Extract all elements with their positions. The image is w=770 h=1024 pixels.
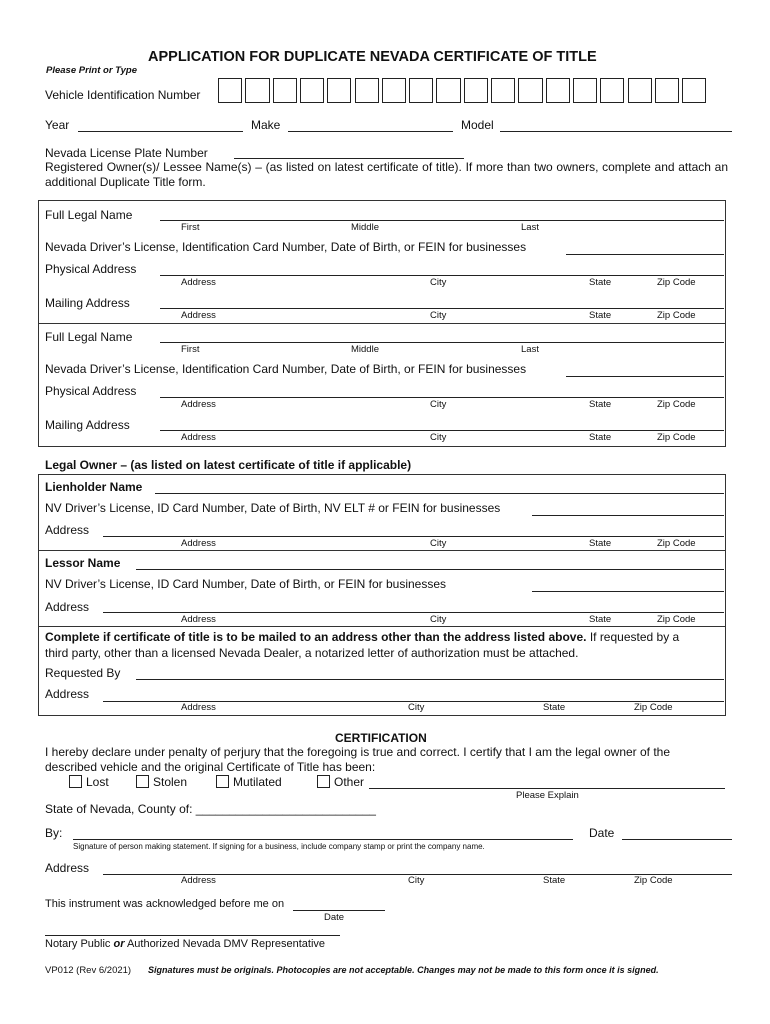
acknowledged-label: This instrument was acknowledged before me on <box>45 898 285 910</box>
owner-2-mailing-label: Mailing Address <box>45 418 130 432</box>
requested-by-field[interactable] <box>136 679 724 680</box>
vin-char-box[interactable] <box>218 78 242 103</box>
lessor-dl-label: NV Driver’s License, ID Card Number, Date of Birth, or FEIN for businesses <box>45 577 447 591</box>
signature-field[interactable] <box>73 839 573 840</box>
owner-1-mailing-field[interactable] <box>160 308 724 309</box>
mail-address-label: Address <box>45 687 90 701</box>
notary-label: Notary Public <box>45 938 111 950</box>
owner-1-name-field[interactable] <box>160 220 724 221</box>
lessor-address-field[interactable] <box>103 612 724 613</box>
vin-char-box[interactable] <box>436 78 460 103</box>
owner-1-dl-field[interactable] <box>566 254 724 255</box>
make-label: Make <box>251 118 281 132</box>
owner-1-name-label: Full Legal Name <box>45 208 133 222</box>
owner-1-mailing-city-caption: City <box>430 310 447 321</box>
owner-2-physical-field[interactable] <box>160 397 724 398</box>
other-checkbox[interactable] <box>317 775 330 788</box>
year-label: Year <box>45 118 70 132</box>
vin-char-box[interactable] <box>573 78 597 103</box>
mail-instruction-line1 <box>45 630 721 644</box>
vin-char-box[interactable] <box>491 78 515 103</box>
lien-address-label: Address <box>45 523 90 537</box>
owner-2-middle-caption: Middle <box>351 344 379 355</box>
owner-1-last-caption: Last <box>521 222 539 233</box>
other-label: Other <box>334 775 365 789</box>
vin-char-box[interactable] <box>518 78 542 103</box>
owners-instruction: Registered Owner(s)/ Lessee Name(s) – (as listed on latest certificate of title). If more than two owners, complete and attach an additional Duplicate Title form. <box>45 160 728 189</box>
owner-1-physical-zip-caption: Zip Code <box>657 277 696 288</box>
lien-divider <box>39 550 726 551</box>
plate-field[interactable] <box>234 158 464 159</box>
footer-notice: Signatures must be originals. Photocopies are not acceptable. Changes may not be made to this form once it is signed. <box>148 965 659 975</box>
model-label: Model <box>461 118 494 132</box>
owner-2-mailing-field[interactable] <box>160 430 724 431</box>
plate-label: Nevada License Plate Number <box>45 146 208 160</box>
owner-2-name-field[interactable] <box>160 342 724 343</box>
vin-char-box[interactable] <box>273 78 297 103</box>
lessor-state-caption: State <box>589 614 612 625</box>
owner-1-mailing-state-caption: State <box>589 310 612 321</box>
owner-1-first-caption: First <box>181 222 200 233</box>
mail-address-caption: Address <box>181 702 216 713</box>
mail-instruction-line2: third party, other than a licensed Nevada Dealer, a notarized letter of authorization must be attached. <box>45 646 579 660</box>
notary-signature-field[interactable] <box>45 935 340 936</box>
year-field[interactable] <box>78 131 243 132</box>
legal-owner-heading: Legal Owner – (as listed on latest certificate of title if applicable) <box>45 458 412 472</box>
lien-city-caption: City <box>430 538 447 549</box>
please-explain-caption: Please Explain <box>516 790 579 801</box>
lessor-label: Lessor Name <box>45 556 121 570</box>
vin-char-box[interactable] <box>464 78 488 103</box>
owner-2-physical-city-caption: City <box>430 399 447 410</box>
owner-1-physical-label: Physical Address <box>45 262 137 276</box>
mutilated-label: Mutilated <box>233 775 282 789</box>
owner-1-physical-address-caption: Address <box>181 277 216 288</box>
owner-2-dl-label: Nevada Driver’s License, Identification Card Number, Date of Birth, or FEIN for businesses <box>45 362 527 376</box>
mail-zip-caption: Zip Code <box>634 702 673 713</box>
vin-char-box[interactable] <box>300 78 324 103</box>
lessor-dl-field[interactable] <box>532 591 724 592</box>
vin-char-box[interactable] <box>409 78 433 103</box>
lessor-city-caption: City <box>430 614 447 625</box>
vin-char-box[interactable] <box>355 78 379 103</box>
owner-1-mailing-address-caption: Address <box>181 310 216 321</box>
requested-by-label: Requested By <box>45 666 121 680</box>
notary-or: or <box>113 938 125 950</box>
owner-1-physical-state-caption: State <box>589 277 612 288</box>
date-label: Date <box>589 826 615 840</box>
lien-zip-caption: Zip Code <box>657 538 696 549</box>
lessor-address-caption: Address <box>181 614 216 625</box>
cert-zip-caption: Zip Code <box>634 875 673 886</box>
owner-divider <box>39 323 726 324</box>
vin-label: Vehicle Identification Number <box>45 88 201 102</box>
lienholder-label: Lienholder Name <box>45 480 143 494</box>
cert-address-label: Address <box>45 861 90 875</box>
vin-char-box[interactable] <box>655 78 679 103</box>
owner-2-physical-zip-caption: Zip Code <box>657 399 696 410</box>
cert-state-caption: State <box>543 875 566 886</box>
vin-char-box[interactable] <box>546 78 570 103</box>
lien-dl-label: NV Driver’s License, ID Card Number, Date of Birth, NV ELT # or FEIN for businesses <box>45 501 501 515</box>
vin-char-box[interactable] <box>628 78 652 103</box>
acknowledged-date-field[interactable] <box>293 910 385 911</box>
vin-char-box[interactable] <box>327 78 351 103</box>
mutilated-checkbox[interactable] <box>216 775 229 788</box>
model-field[interactable] <box>500 131 732 132</box>
cert-address-caption: Address <box>181 875 216 886</box>
owner-1-physical-field[interactable] <box>160 275 724 276</box>
owner-1-mailing-label: Mailing Address <box>45 296 130 310</box>
owner-2-mailing-address-caption: Address <box>181 432 216 443</box>
certification-line2: described vehicle and the original Certificate of Title has been: <box>45 760 376 774</box>
stolen-label: Stolen <box>153 775 188 789</box>
make-field[interactable] <box>288 131 453 132</box>
owner-2-mailing-zip-caption: Zip Code <box>657 432 696 443</box>
vin-char-box[interactable] <box>682 78 706 103</box>
form-title: APPLICATION FOR DUPLICATE NEVADA CERTIFICATE OF TITLE <box>148 49 597 65</box>
mail-state-caption: State <box>543 702 566 713</box>
owner-2-name-label: Full Legal Name <box>45 330 133 344</box>
vin-char-box[interactable] <box>382 78 406 103</box>
lessor-field[interactable] <box>136 569 724 570</box>
lost-label: Lost <box>86 775 109 789</box>
certification-heading: CERTIFICATION <box>335 731 427 745</box>
certification-line1: I hereby declare under penalty of perjury that the foregoing is true and correct. I certify that I am the legal owner of the <box>45 745 671 759</box>
vin-char-box[interactable] <box>600 78 624 103</box>
other-explain-field[interactable] <box>369 788 725 789</box>
county-label: State of Nevada, County of: ___________________________ <box>45 802 376 816</box>
by-label: By: <box>45 826 63 840</box>
lost-checkbox[interactable] <box>69 775 82 788</box>
vin-char-box[interactable] <box>245 78 269 103</box>
owner-2-physical-label: Physical Address <box>45 384 137 398</box>
stolen-checkbox[interactable] <box>136 775 149 788</box>
owner-1-mailing-zip-caption: Zip Code <box>657 310 696 321</box>
dmv-rep-label: Authorized Nevada DMV Representative <box>126 938 326 950</box>
owner-1-middle-caption: Middle <box>351 222 379 233</box>
owner-2-dl-field[interactable] <box>566 376 724 377</box>
lessor-divider <box>39 626 726 627</box>
notary-caption <box>45 938 325 950</box>
lessor-address-label: Address <box>45 600 90 614</box>
lien-state-caption: State <box>589 538 612 549</box>
cert-city-caption: City <box>408 875 425 886</box>
owner-2-physical-state-caption: State <box>589 399 612 410</box>
owner-2-first-caption: First <box>181 344 200 355</box>
signature-note: Signature of person making statement. If signing for a business, include company stamp or print the company name. <box>73 842 485 851</box>
owner-2-last-caption: Last <box>521 344 539 355</box>
owner-1-physical-city-caption: City <box>430 277 447 288</box>
owner-2-mailing-city-caption: City <box>430 432 447 443</box>
form-id: VP012 (Rev 6/2021) <box>45 965 132 976</box>
owner-2-mailing-state-caption: State <box>589 432 612 443</box>
lienholder-field[interactable] <box>155 493 724 494</box>
lien-address-caption: Address <box>181 538 216 549</box>
acknowledged-date-caption: Date <box>324 912 345 923</box>
owner-1-dl-label: Nevada Driver’s License, Identification Card Number, Date of Birth, or FEIN for businesses <box>45 240 527 254</box>
mail-instruction-rest: If requested by a <box>589 630 680 644</box>
mail-city-caption: City <box>408 702 425 713</box>
signature-date-field[interactable] <box>622 839 732 840</box>
lessor-zip-caption: Zip Code <box>657 614 696 625</box>
mail-instruction-bold: Complete if certificate of title is to be mailed to an address other than the address listed above. <box>45 630 587 644</box>
lien-address-field[interactable] <box>103 536 724 537</box>
owner-2-physical-address-caption: Address <box>181 399 216 410</box>
print-note: Please Print or Type <box>46 65 137 76</box>
lien-dl-field[interactable] <box>532 515 724 516</box>
